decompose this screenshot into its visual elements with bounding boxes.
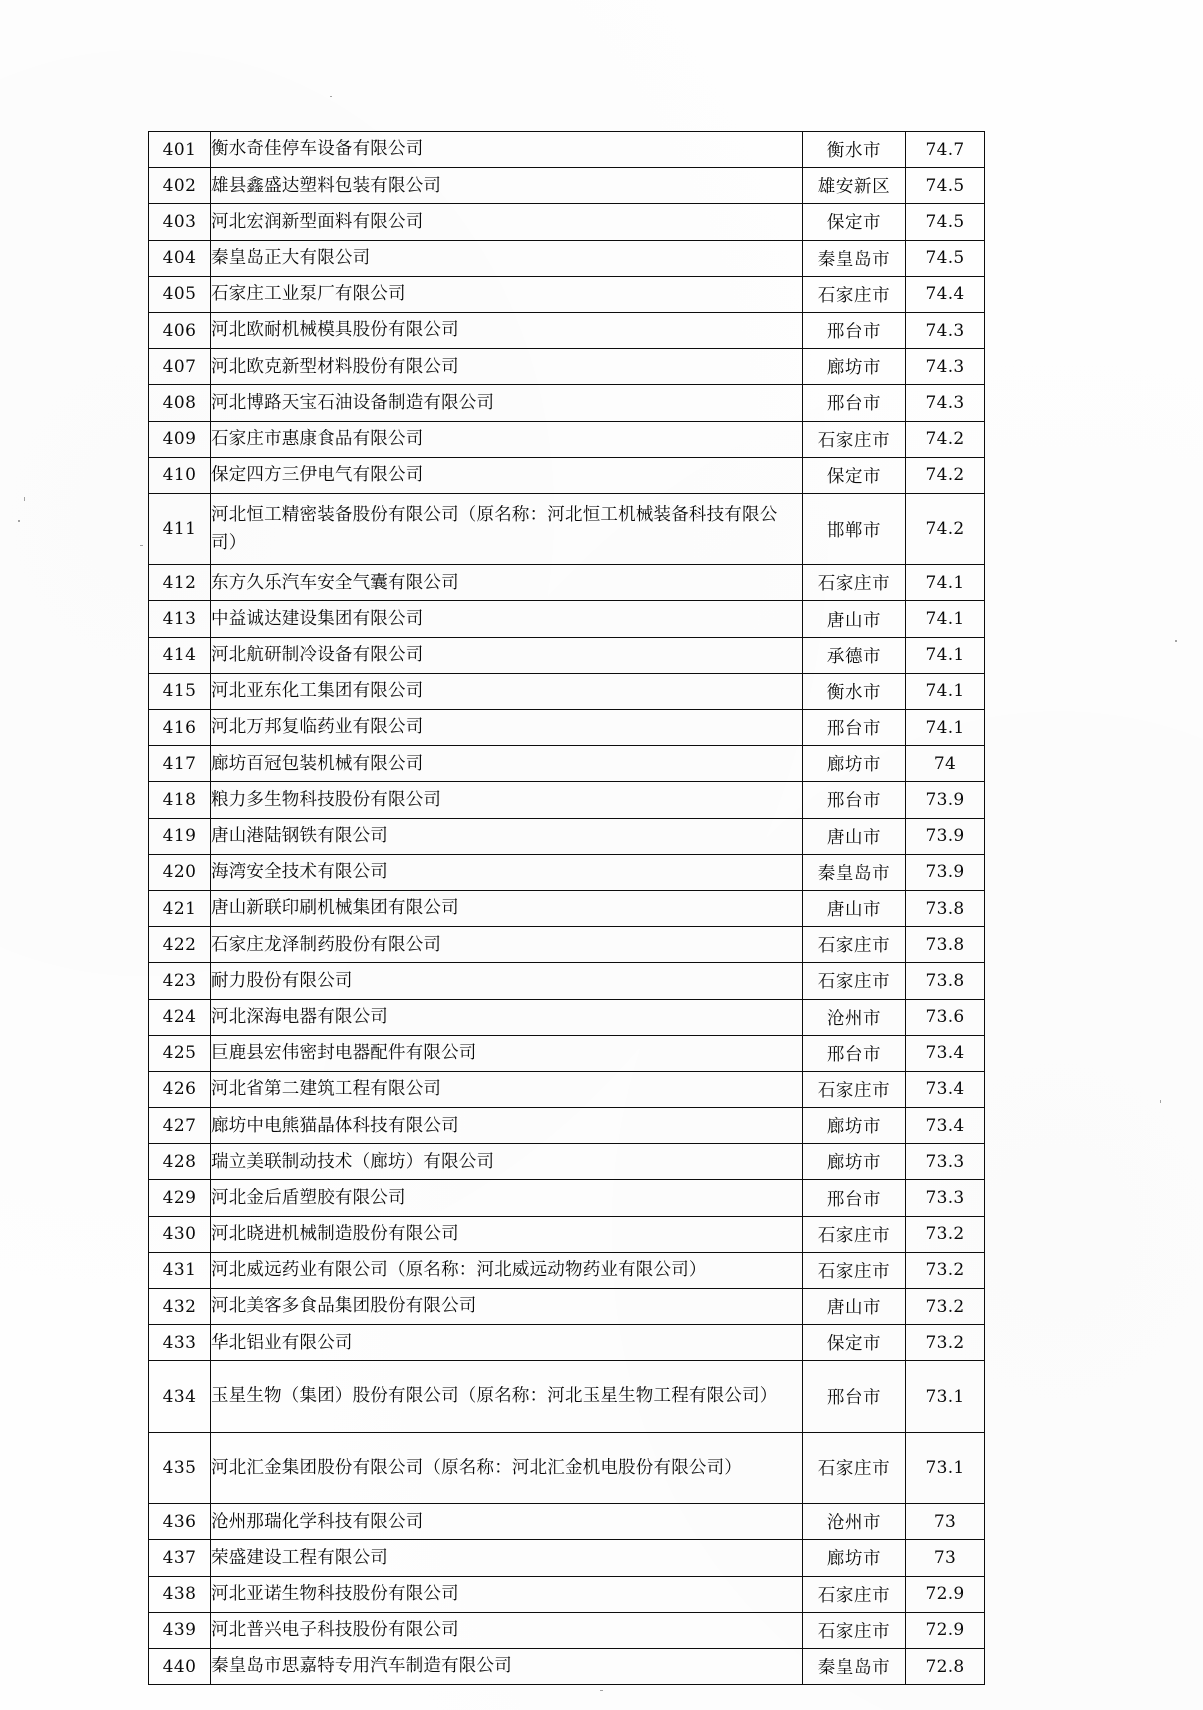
cell-rank: 411 [149,493,211,564]
table-row [149,1289,985,1325]
cell-city: 保定市 [803,1325,906,1361]
cell-rank: 437 [149,1540,211,1576]
cell-company-name: 玉星生物（集团）股份有限公司（原名称：河北玉星生物工程有限公司） [211,1361,803,1432]
cell-rank: 423 [149,963,211,999]
cell-city: 邢台市 [803,312,906,348]
cell-company-name: 粮力多生物科技股份有限公司 [211,782,803,818]
cell-company-name: 河北普兴电子科技股份有限公司 [211,1612,803,1648]
cell-city: 沧州市 [803,999,906,1035]
cell-rank: 426 [149,1071,211,1107]
cell-company-name: 东方久乐汽车安全气囊有限公司 [211,565,803,601]
cell-score: 73.4 [906,1071,985,1107]
cell-company-name: 石家庄工业泵厂有限公司 [211,276,803,312]
cell-rank: 424 [149,999,211,1035]
cell-city: 保定市 [803,204,906,240]
cell-rank: 433 [149,1325,211,1361]
cell-company-name: 秦皇岛正大有限公司 [211,240,803,276]
table-row [149,349,985,385]
cell-company-name: 河北博路天宝石油设备制造有限公司 [211,385,803,421]
cell-rank: 413 [149,601,211,637]
table-row [149,276,985,312]
cell-company-name: 河北欧克新型材料股份有限公司 [211,349,803,385]
cell-rank: 403 [149,204,211,240]
cell-city: 石家庄市 [803,276,906,312]
table-row [149,890,985,926]
cell-score: 74.1 [906,637,985,673]
company-ranking-table [148,131,985,1685]
cell-city: 石家庄市 [803,1432,906,1503]
cell-city: 石家庄市 [803,1216,906,1252]
cell-company-name: 巨鹿县宏伟密封电器配件有限公司 [211,1035,803,1071]
cell-rank: 406 [149,312,211,348]
table-row [149,565,985,601]
cell-rank: 422 [149,927,211,963]
cell-rank: 410 [149,457,211,493]
table-row [149,1035,985,1071]
cell-score: 73.1 [906,1432,985,1503]
cell-city: 承德市 [803,637,906,673]
table-row [149,204,985,240]
cell-company-name: 衡水奇佳停车设备有限公司 [211,132,803,168]
cell-city: 秦皇岛市 [803,1648,906,1684]
cell-company-name: 河北航研制冷设备有限公司 [211,637,803,673]
cell-rank: 429 [149,1180,211,1216]
cell-score: 74.3 [906,349,985,385]
table-row [149,132,985,168]
cell-score: 74.3 [906,385,985,421]
cell-score: 73.2 [906,1289,985,1325]
table-row [149,1108,985,1144]
cell-city: 石家庄市 [803,1071,906,1107]
cell-rank: 432 [149,1289,211,1325]
cell-rank: 418 [149,782,211,818]
cell-company-name: 耐力股份有限公司 [211,963,803,999]
cell-rank: 402 [149,168,211,204]
table-row [149,746,985,782]
cell-city: 衡水市 [803,132,906,168]
cell-score: 74.5 [906,240,985,276]
cell-city: 邢台市 [803,1180,906,1216]
table-row [149,1576,985,1612]
cell-score: 73.2 [906,1216,985,1252]
cell-city: 邢台市 [803,1035,906,1071]
cell-score: 73.8 [906,890,985,926]
cell-company-name: 河北深海电器有限公司 [211,999,803,1035]
cell-company-name: 河北省第二建筑工程有限公司 [211,1071,803,1107]
cell-city: 石家庄市 [803,1252,906,1288]
cell-score: 73 [906,1540,985,1576]
cell-rank: 407 [149,349,211,385]
cell-company-name: 唐山新联印刷机械集团有限公司 [211,890,803,926]
table-row [149,601,985,637]
cell-score: 73.9 [906,818,985,854]
table-row [149,999,985,1035]
table-row [149,782,985,818]
cell-score: 73.1 [906,1361,985,1432]
table-row [149,1504,985,1540]
cell-score: 73.2 [906,1325,985,1361]
table-row [149,1216,985,1252]
cell-company-name: 保定四方三伊电气有限公司 [211,457,803,493]
cell-rank: 421 [149,890,211,926]
cell-city: 秦皇岛市 [803,240,906,276]
cell-city: 廊坊市 [803,1144,906,1180]
cell-rank: 401 [149,132,211,168]
cell-city: 雄安新区 [803,168,906,204]
cell-rank: 427 [149,1108,211,1144]
table-row [149,1361,985,1432]
table-row [149,927,985,963]
cell-rank: 420 [149,854,211,890]
cell-city: 秦皇岛市 [803,854,906,890]
cell-city: 石家庄市 [803,421,906,457]
table-row [149,673,985,709]
table-row [149,1325,985,1361]
table-row [149,1144,985,1180]
table-row [149,1540,985,1576]
cell-company-name: 河北美客多食品集团股份有限公司 [211,1289,803,1325]
cell-score: 74.2 [906,457,985,493]
table-row [149,1071,985,1107]
cell-score: 74.1 [906,565,985,601]
table-row [149,818,985,854]
cell-rank: 440 [149,1648,211,1684]
cell-city: 唐山市 [803,1289,906,1325]
cell-score: 74.2 [906,421,985,457]
table-row [149,1612,985,1648]
cell-city: 廊坊市 [803,349,906,385]
cell-rank: 419 [149,818,211,854]
cell-city: 廊坊市 [803,1540,906,1576]
cell-score: 74.2 [906,493,985,564]
cell-score: 73 [906,1504,985,1540]
cell-company-name: 河北亚东化工集团有限公司 [211,673,803,709]
cell-rank: 434 [149,1361,211,1432]
cell-company-name: 河北金后盾塑胶有限公司 [211,1180,803,1216]
cell-city: 邢台市 [803,710,906,746]
cell-score: 72.9 [906,1612,985,1648]
cell-score: 74.3 [906,312,985,348]
cell-rank: 415 [149,673,211,709]
cell-city: 邢台市 [803,385,906,421]
cell-rank: 431 [149,1252,211,1288]
cell-company-name: 雄县鑫盛达塑料包装有限公司 [211,168,803,204]
cell-company-name: 中益诚达建设集团有限公司 [211,601,803,637]
cell-company-name: 石家庄龙泽制药股份有限公司 [211,927,803,963]
table-row [149,1252,985,1288]
cell-score: 73.8 [906,963,985,999]
cell-city: 衡水市 [803,673,906,709]
cell-city: 邯郸市 [803,493,906,564]
cell-score: 73.3 [906,1144,985,1180]
cell-company-name: 河北汇金集团股份有限公司（原名称：河北汇金机电股份有限公司） [211,1432,803,1503]
cell-company-name: 河北威远药业有限公司（原名称：河北威远动物药业有限公司） [211,1252,803,1288]
table-row [149,421,985,457]
cell-rank: 438 [149,1576,211,1612]
cell-score: 73.9 [906,854,985,890]
cell-company-name: 唐山港陆钢铁有限公司 [211,818,803,854]
cell-city: 石家庄市 [803,1576,906,1612]
cell-company-name: 海湾安全技术有限公司 [211,854,803,890]
cell-rank: 425 [149,1035,211,1071]
cell-company-name: 沧州那瑞化学科技有限公司 [211,1504,803,1540]
table-row [149,457,985,493]
cell-company-name: 廊坊中电熊猫晶体科技有限公司 [211,1108,803,1144]
table-row [149,493,985,564]
cell-score: 73.4 [906,1035,985,1071]
cell-city: 邢台市 [803,782,906,818]
cell-score: 74 [906,746,985,782]
cell-company-name: 石家庄市惠康食品有限公司 [211,421,803,457]
cell-score: 73.4 [906,1108,985,1144]
cell-rank: 428 [149,1144,211,1180]
cell-rank: 417 [149,746,211,782]
cell-score: 74.1 [906,601,985,637]
cell-score: 73.3 [906,1180,985,1216]
cell-city: 沧州市 [803,1504,906,1540]
cell-city: 石家庄市 [803,1612,906,1648]
table-row [149,240,985,276]
table-row [149,1648,985,1684]
table-body [149,132,985,1685]
cell-rank: 408 [149,385,211,421]
cell-city: 唐山市 [803,890,906,926]
cell-company-name: 华北铝业有限公司 [211,1325,803,1361]
cell-city: 廊坊市 [803,746,906,782]
table-row [149,1432,985,1503]
cell-score: 73.2 [906,1252,985,1288]
cell-score: 72.9 [906,1576,985,1612]
cell-city: 唐山市 [803,818,906,854]
cell-rank: 404 [149,240,211,276]
cell-score: 74.1 [906,673,985,709]
cell-city: 保定市 [803,457,906,493]
cell-score: 74.5 [906,204,985,240]
cell-score: 74.4 [906,276,985,312]
cell-score: 72.8 [906,1648,985,1684]
cell-rank: 405 [149,276,211,312]
cell-rank: 435 [149,1432,211,1503]
cell-rank: 430 [149,1216,211,1252]
cell-company-name: 河北宏润新型面料有限公司 [211,204,803,240]
cell-city: 邢台市 [803,1361,906,1432]
cell-company-name: 荣盛建设工程有限公司 [211,1540,803,1576]
cell-rank: 436 [149,1504,211,1540]
cell-company-name: 瑞立美联制动技术（廊坊）有限公司 [211,1144,803,1180]
cell-city: 廊坊市 [803,1108,906,1144]
table-row [149,963,985,999]
cell-city: 石家庄市 [803,963,906,999]
table-row [149,637,985,673]
cell-rank: 416 [149,710,211,746]
cell-score: 73.8 [906,927,985,963]
cell-rank: 439 [149,1612,211,1648]
cell-city: 唐山市 [803,601,906,637]
cell-rank: 409 [149,421,211,457]
table-row [149,168,985,204]
table-row [149,385,985,421]
cell-company-name: 廊坊百冠包装机械有限公司 [211,746,803,782]
cell-company-name: 秦皇岛市思嘉特专用汽车制造有限公司 [211,1648,803,1684]
cell-city: 石家庄市 [803,927,906,963]
table-row [149,710,985,746]
cell-company-name: 河北恒工精密装备股份有限公司（原名称：河北恒工机械装备科技有限公司） [211,493,803,564]
cell-score: 73.6 [906,999,985,1035]
cell-score: 74.7 [906,132,985,168]
cell-score: 73.9 [906,782,985,818]
cell-company-name: 河北欧耐机械模具股份有限公司 [211,312,803,348]
table-row [149,312,985,348]
cell-company-name: 河北亚诺生物科技股份有限公司 [211,1576,803,1612]
table-row [149,1180,985,1216]
table-row [149,854,985,890]
cell-score: 74.5 [906,168,985,204]
cell-score: 74.1 [906,710,985,746]
cell-company-name: 河北万邦复临药业有限公司 [211,710,803,746]
company-ranking-table-container [148,131,984,1685]
cell-company-name: 河北晓进机械制造股份有限公司 [211,1216,803,1252]
cell-city: 石家庄市 [803,565,906,601]
cell-rank: 412 [149,565,211,601]
cell-rank: 414 [149,637,211,673]
